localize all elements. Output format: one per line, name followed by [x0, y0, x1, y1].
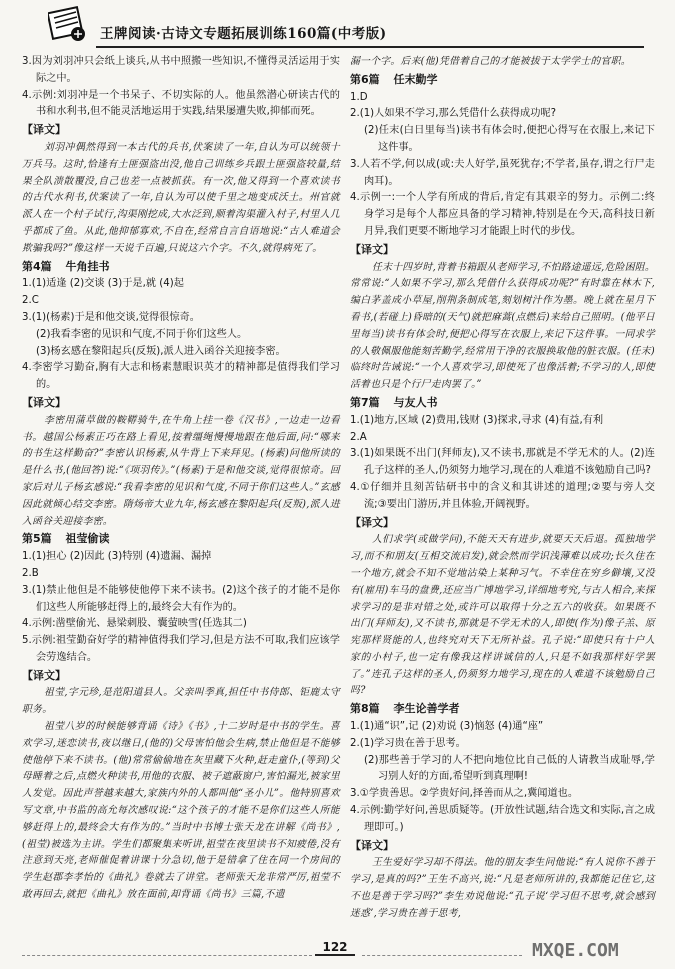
answer-item: (2)任末(白日里每当)读书有体会时,便把心得写在衣服上,来记下这件事。 [364, 125, 655, 153]
section-heading [350, 701, 655, 718]
answer-item: 1.(1)通“识”,记 (2)劝说 (3)恼怒 (4)通“座” [350, 721, 544, 733]
translation-tag: 【译文】 [350, 242, 394, 256]
answer-item: 4.示例一:一个人学有所成的背后,肯定有其艰辛的努力。示例二:终身学习是每个人都应具备的学习精神,特别是在今天,高科技日新月异,我们更要不断地学习才能跟上时代的步伐。 [350, 192, 655, 237]
translation-text: 李密用蒲草做的鞍鞯骑牛,在牛角上挂一卷《汉书》,一边走一边看书。越国公杨素正巧在路上看见,按着缰绳慢慢地跟在他后面,问:“哪来的书生这样勤奋?”李密认识杨素,从牛背上下来拜见。(杨素)问他所读的是什么书,(他回答)说:“《项羽传》。”(杨素)于是和他交谈,觉得很惊奇。回家后对儿子杨玄感说:“我看李密的见识和气度,不同于你们这些人。”玄感因此就倾心结交李密。隋炀帝大业九年,杨玄感在黎阳起兵(反叛),派人进入函谷关迎接李密。 [22, 414, 340, 527]
section-title: 李生论善学者 [393, 702, 460, 716]
section-heading [22, 259, 340, 276]
answer-item: 3.(1)如果既不出门(拜师友),又不读书,那就是不学无术的人。(2)连孔子这样的圣人,仍须努力地学习,现在的人难道不该勉励自己吗? [350, 448, 655, 477]
section-number: 第5篇 [22, 532, 52, 546]
section-title: 与友人书 [393, 395, 438, 409]
left-column [22, 54, 340, 904]
answer-item: 3.(1)禁止他但是不能够使他停下来不读书。(2)这个孩子的才能不是你们这些人所能够赶得上的,最终会大有作为的。 [22, 584, 340, 613]
answer-item: 4.示例:凿壁偷光、悬梁刺股、囊萤映雪(任选其二) [22, 618, 247, 630]
translation-tag: 【译文】 [22, 123, 66, 137]
answer-item: 2.(1)学习贵在善于思考。 [350, 737, 466, 749]
answer-item: 5.示例:祖莹勤奋好学的精神值得我们学习,但是方法不可取,我们应该学会劳逸结合。 [22, 635, 340, 663]
translation-tag: 【译文】 [22, 395, 66, 409]
section-heading [22, 531, 340, 548]
section-number: 第8篇 [350, 702, 380, 716]
translation-text: 任末十四岁时,背着书箱跟从老师学习,不怕路途遥远,危险困阻。常常说:“人如果不学习,那么凭借什么获得成功呢?”有时靠在林木下,编白茅盖成小草屋,削荆条制成笔,刻划树汁作为墨。晚上就在星月下看书,(若碰上)昏暗的(天气)就把麻蒿(点燃后)来给自己照明。(他平日里每当)读书有体会时,便把心得写在衣服上,来记下这件事。一同求学的人敬佩服他能刻苦勤学,经常用干净的衣服换取他的脏衣服。(任末)临终时告诫说:“一个人喜欢学习,即使死了也像活着;不学习的人,即使活着也只是个行尸走肉罢了。” [350, 261, 655, 391]
translation-tag: 【译文】 [350, 515, 394, 529]
answer-item: 4.示例:勤学好问,善思质疑等。(开放性试题,结合选文和实际,言之成理即可。) [350, 805, 655, 833]
answer-item: 1.D [350, 91, 368, 103]
footer-rule [22, 955, 312, 956]
answer-item: 2.B [22, 567, 39, 579]
translation-text: 漏一个字。后来(他)凭借着自己的才能被拔于太学学士的官职。 [350, 56, 631, 67]
translation-text: 王生爱好学习却不得法。他的朋友李生问他说:“有人说你不善于学习,是真的吗?”王生不高兴,说:“凡是老师所讲的,我都能记住它,这不也是善于学习吗?”李生劝说他说:“孔子说‘学习但不思考,就会感到迷惑’,学习贵在善于思考, [350, 857, 655, 919]
header-rule [96, 46, 644, 48]
page-header [0, 0, 675, 50]
section-heading [350, 395, 655, 412]
section-number: 第7篇 [350, 395, 380, 409]
translation-tag: 【译文】 [350, 838, 394, 852]
answer-item: 4.①仔细并且刻苦钻研书中的含义和其讲述的道理;②要与旁人交流;③要出门游历,并且体验,开阔视野。 [350, 481, 655, 510]
answer-item: 1.(1)适逢 (2)交谈 (3)于是,就 (4)起 [22, 278, 184, 290]
section-number: 第4篇 [22, 259, 52, 273]
answer-item: 3.①学贵善思。②学贵好问,择善而从之,冀闻道也。 [350, 788, 579, 800]
answer-item: 3.人若不学,何以成(或:夫人好学,虽死犹存;不学者,虽存,谓之行尸走肉耳)。 [350, 158, 655, 187]
answer-item: 1.(1)地方,区域 (2)费用,钱财 (3)探求,寻求 (4)有益,有利 [350, 414, 604, 426]
footer-rule [362, 955, 522, 956]
answer-item: (2)那些善于学习的人不把向地位比自己低的人请教当成耻辱,学习别人好的方面,希望听到真理啊! [364, 754, 655, 783]
answer-item: 3.因为刘羽冲只会纸上谈兵,从书中照搬一些知识,不懂得灵活运用于实际之中。 [22, 56, 340, 84]
section-title: 牛角挂书 [65, 259, 110, 273]
page-number: 122 [315, 940, 355, 956]
section-title: 任末勤学 [393, 72, 438, 86]
book-title: 王牌阅读·古诗文专题拓展训练160篇(中考版) [100, 26, 387, 42]
translation-text: 人们求学(或做学问),不能天天有进步,就要天天后退。孤独地学习,而不和朋友(互相交流启发),就会然而学识浅薄难以成功;长久住在一个地方,就会不知不觉地沾染上某种习气。不幸住在穷乡僻壤,又没有(雇用)车马的盘费,还应当广博地学习,详细地考究,与古人相合,来探求学习的是非对错之处,或许可以取得十分之五六的收获。如果既不出门(拜师友),又不读书,那就是不学无术的人,即使(作为)像子羔、原宪那样贤能的人,也终究对天下无所补益。孔子说:“即使只有十户人家的小村子,也一定有像我这样讲诚信的人,只是不如我那样好学罢了。”连孔子这样的圣人,仍须努力地学习,现在的人难道不该勉励自己吗? [350, 534, 655, 697]
answer-item: 2.C [22, 295, 39, 307]
translation-text: 刘羽冲偶然得到一本古代的兵书,伏案读了一年,自认为可以统领十万兵马。这时,恰逢有土匪强盗出没,他自己训练乡兵跟土匪强盗较量,结果全队溃散覆没,自己也差一点被抓获。有一次,他又得到一个喜欢读书的古代水利书,伏案读了一年,自认为可以使千里之地变成沃土。州官就派人在一个村子试行,沟渠刚挖成,大水泛到,顺着沟渠灌入村子,村里人几乎都成了鱼。从此,他抑郁寡欢,不自在,经常自言自语地说:“古人难道会欺骗我吗?”像这样一天说千百遍,只说这六个字。不久,就得病死了。 [22, 141, 340, 254]
answer-item: 3.(1)(杨素)于是和他交谈,觉得很惊奇。 [22, 311, 200, 323]
answer-item: 4.示例:刘羽冲是一个书呆子、不切实际的人。他虽然潜心研读古代的书和水利书,但不能灵活地运用于实践,结果屡遭失败,抑郁而死。 [22, 89, 340, 118]
section-heading [350, 72, 655, 89]
answer-item: (3)杨玄感在黎阳起兵(反叛),派人进入函谷关迎接李密。 [36, 345, 286, 357]
answer-item: 2.(1)人如果不学习,那么凭借什么获得成功呢? [350, 108, 556, 120]
answer-item: 1.(1)担心 (2)因此 (3)特别 (4)遗漏、漏掉 [22, 551, 212, 563]
answer-item: 2.A [350, 431, 367, 443]
section-number: 第6篇 [350, 72, 380, 86]
answer-item: (2)我看李密的见识和气度,不同于你们这些人。 [36, 328, 248, 340]
watermark: MXQE.COM [532, 940, 619, 961]
book-logo-icon [48, 6, 88, 44]
answer-item: 4.李密学习勤奋,胸有大志和杨素慧眼识英才的精神都是值得我们学习的。 [22, 362, 340, 391]
section-title: 祖莹偷读 [65, 532, 110, 546]
translation-tag: 【译文】 [22, 668, 66, 682]
right-column [350, 54, 655, 923]
translation-text: 祖莹,字元珍,是范阳道县人。父亲叫季真,担任中书侍郎、钜鹿太守职务。 [22, 687, 340, 716]
translation-text: 祖莹八岁的时候能够背诵《诗》《书》,十二岁时是中书的学生。喜欢学习,迷恋读书,夜以继日,(他的)父母害怕他会生病,禁止他但是不能够使他停下来不读书。(他)常常偷偷地在灰里藏下火种,赶走童仆,(等到)父母睡着之后,点燃火种读书,用他的衣服、被子遮蔽窗户,害怕漏光,被家里人发觉。因此声誉越来越大,家族内外的人都叫他“圣小儿”。他特别喜欢写文章,中书监的高允每次感叹说:“这个孩子的才能不是你们这些人所能够赶得上的,最终会大有作为的。”当时中书博士张天龙在讲解《尚书》,(祖莹)被选为主讲。学生们都聚集来听讲,祖莹在夜里读书不知疲倦,没有注意到天亮,老师催促着讲课十分急切,他于是错拿了住在同一个房间的学生赵郡李孝怡的《曲礼》卷就去了讲堂。老师张天龙非常严厉,祖莹不敢再回去,就把《曲礼》放在面前,却背诵《尚书》三篇,不遗 [22, 721, 340, 901]
